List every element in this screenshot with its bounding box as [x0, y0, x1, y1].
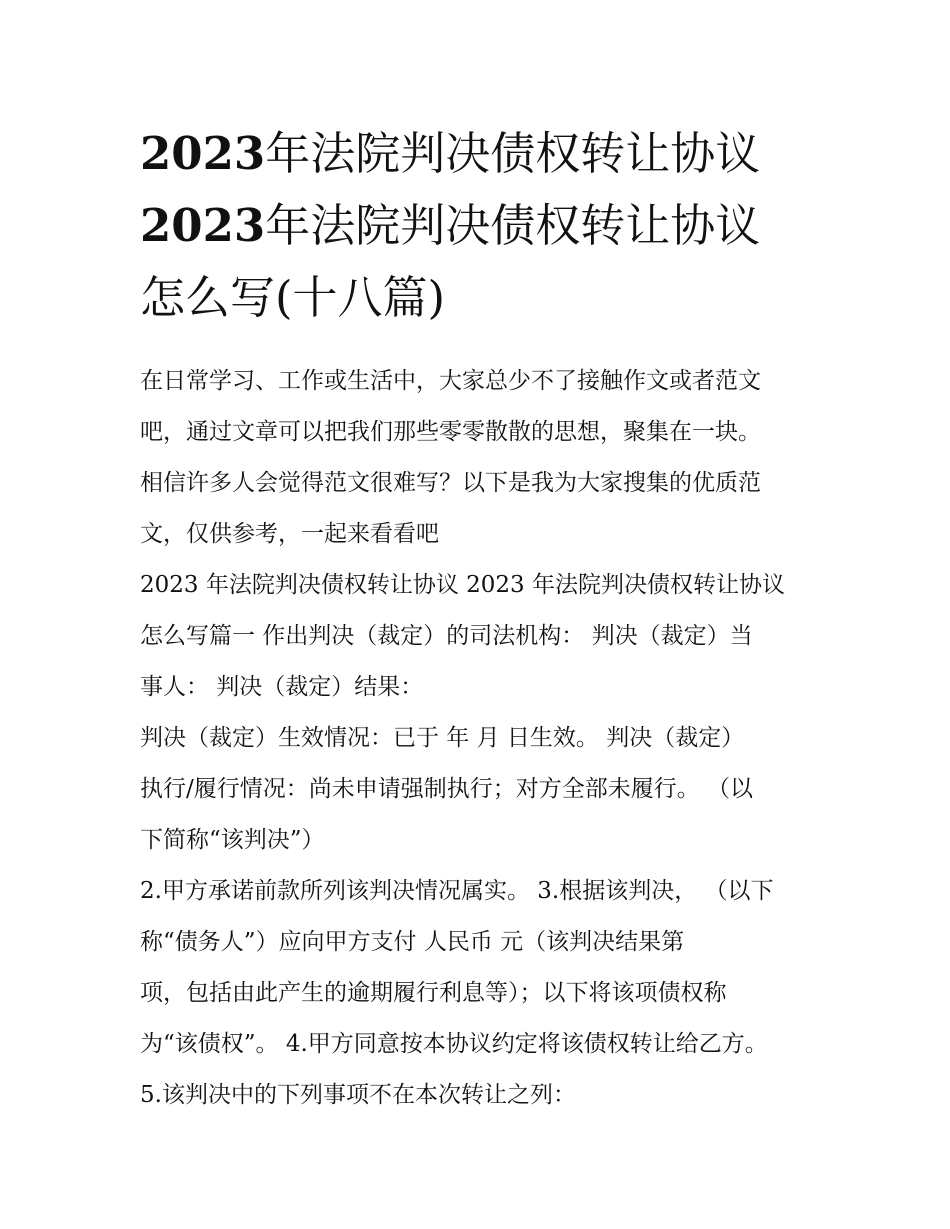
text-line: 文，仅供参考，一起来看看吧 — [140, 521, 439, 547]
title-line: 2023年法院判决债权转让协议 — [140, 199, 761, 252]
text-line: 判决（裁定）生效情况：已于 年 月 日生效。 判决（裁定） — [140, 725, 745, 751]
intro-paragraph — [140, 356, 820, 560]
document-page — [140, 118, 820, 1121]
title-line: 2023年法院判决债权转让协议 — [140, 127, 761, 180]
text-line: 执行/履行情况：尚未申请强制执行；对方全部未履行。 （以 — [140, 776, 754, 802]
text-line: 怎么写篇一 作出判决（裁定）的司法机构： 判决（裁定）当 — [140, 623, 753, 649]
text-line: 下简称“该判决”） — [140, 827, 325, 853]
text-line: 在日常学习、工作或生活中，大家总少不了接触作文或者范文 — [140, 368, 761, 394]
text-line: 2023 年法院判决债权转让协议 2023 年法院判决债权转让协议 — [140, 572, 785, 598]
text-line: 5.该判决中的下列事项不在本次转让之列： — [140, 1082, 576, 1108]
text-line: 项，包括由此产生的逾期履行利息等）；以下将该项债权称 — [140, 980, 727, 1006]
text-line: 2.甲方承诺前款所列该判决情况属实。 3.根据该判决， （以下 — [140, 878, 774, 904]
text-line: 吧，通过文章可以把我们那些零零散散的思想，聚集在一块。 — [140, 419, 761, 445]
text-line: 事人： 判决（裁定）结果： — [140, 674, 424, 700]
agreement-body — [140, 560, 820, 1121]
title-line: 怎么写(十八篇) — [140, 271, 446, 324]
text-line: 称“债务人”）应向甲方支付 人民币 元（该判决结果第 — [140, 929, 685, 955]
text-line: 相信许多人会觉得范文很难写？以下是我为大家搜集的优质范 — [140, 470, 761, 496]
text-line: 为“该债权”。 4.甲方同意按本协议约定将该债权转让给乙方。 — [140, 1031, 768, 1057]
document-title — [140, 118, 820, 334]
